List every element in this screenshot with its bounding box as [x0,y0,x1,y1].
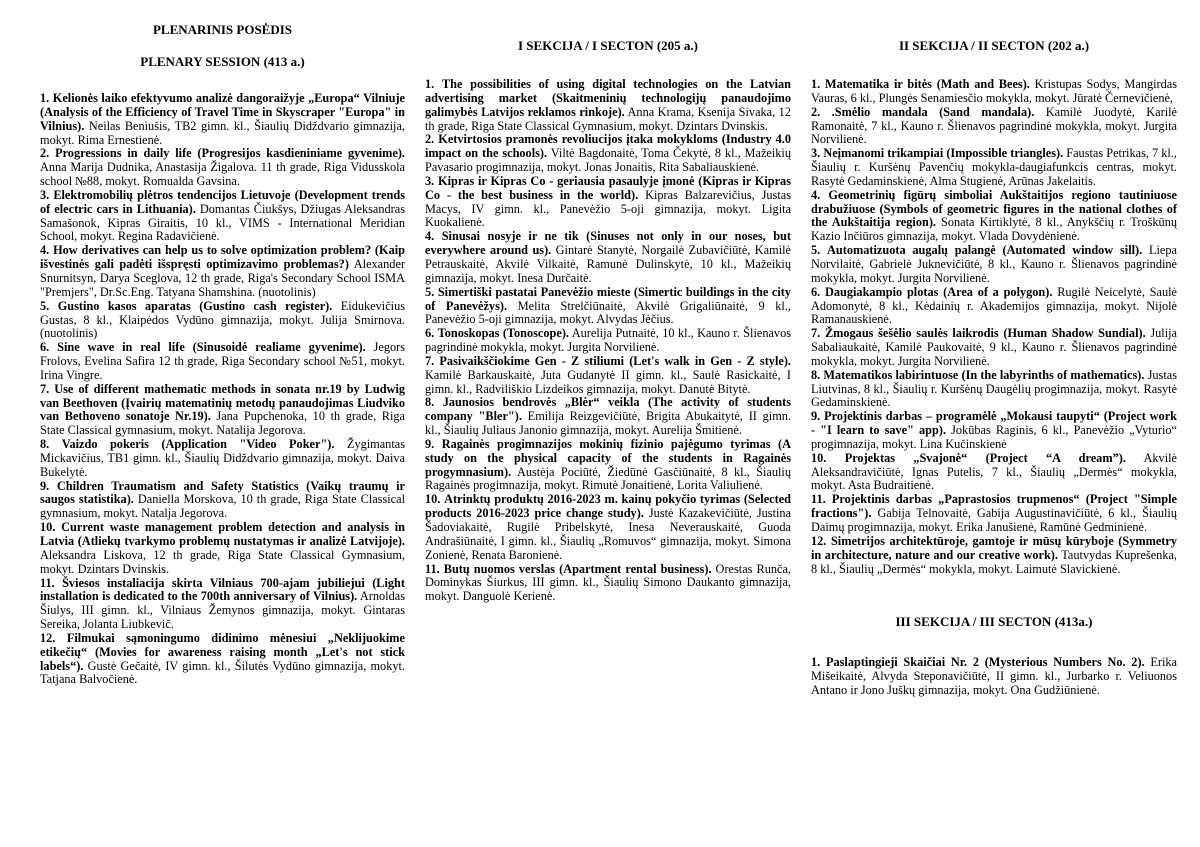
item-authors: Viltė Bagdonaitė, Toma Čekytė, 8 kl., Mažeikių Pavasario progimnazija, mokyt. Jonas Jonaitis, Rita Sabaliauskienė. [425,146,791,175]
item-number: 4. [811,187,821,202]
item-title: Current waste management problem detection and analysis in Latvia (Atliekų tvarkymo problemų nustatymas ir analizė Latvijoje). [40,520,405,548]
item-number: 6. [40,340,50,355]
list-item [40,577,405,632]
list-item [425,327,791,355]
list-item [811,369,1177,411]
item-title: Simertiški pastatai Panevėžio mieste (Simertic buildings in the city of Panevėžys). [425,284,792,313]
item-authors: Justas Liutvinas, 8 kl., Šiaulių r. Kuršėnų Daugėlių progimnazija, mokyt. Rasytė Gedaminskienė. [811,367,1177,410]
item-number: 9. [811,409,821,424]
list-item [811,535,1177,577]
item-authors: Justė Kazakevičiūtė, Justina Šadoviakaitė, Rugilė Pribelskytė, Inesa Neverauskaitė, Guoda Andrašiūnaitė, I gimn. kl., Šiaulių „Romuvos“ gimnazija, mokyt. Simona Zonienė, Renata Baronienė. [425,506,792,562]
item-title: Matematikos labirintuose (In the labyrinths of mathematics). [823,367,1145,382]
item-number: 8. [425,395,435,410]
item-title: Matematika ir bitės (Math and Bees). [825,77,1030,91]
item-title: Kipras ir Kipras Co - geriausia pasaulyje įmonė (Kipras ir Kipras Co - the best business in the world). [425,173,791,202]
plenary-heading-lt: PLENARINIS POSĖDIS [152,22,293,37]
item-title: Neįmanomi trikampiai (Impossible triangles). [823,146,1064,161]
item-authors: Rugilė Neicelytė, Saulė Adomonytė, 8 kl., Kėdainių r. Akademijos gimnazija, mokyt. Nijolė Ramanauskienė. [811,284,1177,327]
item-number: 7. [425,353,435,368]
list-item [40,632,405,687]
item-number: 8. [40,437,50,452]
item-title: Atrinktų produktų 2016-2023 m. kainų pokyčio tyrimas (Selected products 2016-2023 price change study). [425,492,792,521]
list-item [425,438,791,493]
item-number: 10. [425,492,441,507]
item-number: 9. [40,478,50,493]
list-item [425,355,791,397]
item-title: Žmogaus šešėlio saulės laikrodis (Human Shadow Sundial). [824,326,1146,341]
item-authors: Anna Krama, Ksenija Sivaka, 12 th grade, Riga State Classical Gymnasium, mokyt. Dzintars Dvinskis. [425,104,791,133]
item-authors: Erika Mišeikaitė, Alvyda Steponavičiūtė, II gimn. kl., Jurbarko r. Veliuonos Antano ir Jono Juškų gimnazija, mokyt. Ona Gudžiūnienė. [811,655,1177,698]
list-item [40,189,405,244]
plenary-column [40,22,405,687]
item-authors: Daniella Morskova, 10 th grade, Riga State Classical gymnasium, mokyt. Natalja Jegorova. [40,492,405,521]
item-number: 5. [40,298,50,313]
list-item [811,656,1177,698]
list-item [811,78,1177,106]
item-title: Vaizdo pokeris (Application "Video Poker"). [61,437,335,452]
item-number: 2. [425,132,435,147]
item-number: 5. [811,243,821,258]
item-number: 12. [811,533,827,548]
item-title: Filmukai sąmoningumo didinimo mėnesiui „Neklijuokime etikečių“ (Movies for awareness raising month „Let's not stick labels“). [40,630,405,673]
item-authors: Eidukevičius Gustas, 8 kl., Klaipėdos Vydūno gimnazija, mokyt. Julija Smirnova. (nuotolinis) [40,298,405,341]
item-number: 10. [40,520,56,535]
item-authors: Jokūbas Raginis, 6 kl., Panevėžio „Vyturio“ progimnazija, mokyt. Lina Kučinskienė [811,423,1177,451]
item-authors: Jana Pupchenoka, 10 th grade, Riga State Classical gymnasium, mokyt. Natalija Jegorova. [40,409,405,438]
item-authors: Domantas Čiukšys, Džiugas Aleksandras Samašonok, Kipras Giraitis, 10 kl., VIMS - International Meridian School, mokyt. Regina Radavičienė. [40,201,405,244]
item-title: .Smėlio mandala (Sand mandala). [831,104,1035,119]
section-1-heading: I SEKCIJA / I SECTON (205 a.) [518,38,698,53]
list-item [40,341,405,383]
list-item [425,493,791,562]
list-item [811,493,1177,535]
item-title: Ketvirtosios pramonės revoliucijos įtaka mokykloms (Industry 4.0 impact on the schools). [425,132,791,161]
item-authors: Akvilė Aleksandravičiūtė, Ignas Putelis, 7 kl., Šiaulių „Dermės“ mokykla, mokyt. Asta Budraitienė. [811,450,1177,493]
item-authors: Kristupas Sodys, Mangirdas Vauras, 6 kl., Plungės Senamiesčio mokykla, mokyt. Jūratė Černevičienė, [811,77,1178,105]
item-number: 3. [40,187,50,202]
item-authors: Kipras Balzarevičius, Justas Macys, IV gimn. kl., Panevėžio 5-oji gimnazija, mokyt. Ligita Kuokalienė. [425,187,791,230]
list-item [40,480,405,522]
list-item [425,133,791,175]
list-item [425,286,791,328]
list-item [40,244,405,299]
list-item [811,452,1177,494]
section-2-list [811,78,1177,576]
list-item [811,410,1177,452]
item-title: Jaunosios bendrovės „Blėr“ veikla (The activity of students company "Bler"). [425,395,791,424]
item-authors: Gabija Telnovaitė, Gabija Augustinavičiūtė, 6 kl., Šiaulių Daimų progimnazija, mokyt. Erika Janušienė, Ramūnė Gedminienė. [811,506,1177,534]
item-number: 8. [811,367,821,382]
item-authors: Jegors Frolovs, Evelina Safira 12 th grade, Riga Secondary school №51, mokyt. Irina Vingre. [40,340,405,382]
item-authors: Gintarė Stanytė, Norgailė Zubavičiūtė, Kamilė Petrauskaitė, Akvilė Vilkaitė, Ramunė Dulinskytė, 10 kl., Mažeikių gimnazija, mokyt. Inesa Durčaitė. [425,243,791,285]
item-number: 5. [425,284,435,299]
item-title: Projektas „Svajonė“ (Project “A dream”). [844,450,1126,465]
item-authors: Arnoldas Šiulys, III gimn. kl., Vilniaus Žemynos gimnazija, mokyt. Gintaras Sereika, Jolanta Liubkevič. [40,589,405,632]
list-item [40,521,405,576]
item-authors: Kamilė Barkauskaitė, Juta Gudanytė II gimn. kl., Saulė Rasickaitė, I gimn. kl., Radviliškio Lizdeikos gimnazija, mokyt. Danutė Bitytė. [425,367,791,396]
item-title: Geometrinių figūrų simboliai Aukštaitijos regiono tautiniuose drabužiuose (Symbols of geometric figures in the national clothes of the Aukštaitija region). [811,187,1178,230]
item-number: 2. [40,146,50,161]
item-title: Tonoskopas (Tonoscope). [437,326,569,341]
item-authors: Austėja Pociūtė, Žiedūnė Gasčiūnaitė, 8 kl., Šiaulių Ragainės progimnazija, mokyt. Rimutė Jonaitienė, Lorita Valiulienė. [425,464,791,493]
item-title: How derivatives can help us to solve optimization problem? (Kaip išvestinės gali padėti išspręsti optimizavimo problemas?) [40,243,405,272]
item-authors: Liepa Norvilaitė, Gabrielė Juknevičiūtė, 8 kl., Kauno r. Šlienavos pagrindinė mokykla, mokyt. Jurgita Norvilienė. [811,243,1177,285]
item-title: Projektinis darbas – programėlė „Mokausi taupyti“ (Project work - "I learn to save" app). [811,409,1177,438]
item-authors: Sonata Kirtiklytė, 8 kl., Anykščių r. Troškūnų Kazio Inčiūros gimnazija, mokyt. Vlada Dovydėnienė. [811,215,1177,244]
item-authors: Melita Strelčiūnaitė, Akvilė Grigaliūnaitė, 9 kl., Panevėžio 5-oji gimnazija, mokyt. Alvydas Jėčius. [425,298,791,327]
item-number: 4. [40,243,50,258]
list-item [425,396,791,438]
item-number: 4. [425,229,435,244]
section-3-heading: III SEKCIJA / III SECTON (413a.) [895,614,1093,630]
item-title: Ragainės progimnazijos mokinių fizinio pajėgumo tyrimas (A study on the physical capacity of the students in Ragainės progymnasium). [425,436,792,479]
item-number: 6. [425,326,435,341]
item-number: 9. [425,436,435,451]
item-number: 11. [811,492,826,507]
item-number: 1. [811,655,821,670]
item-title: Pasivaikščiokime Gen - Z stiliumi (Let's walk in Gen - Z style). [439,353,791,368]
list-item [425,563,791,605]
list-item [425,230,791,285]
item-title: Šviesos instaliacija skirta Vilniaus 700-ajam jubiliejui (Light installation is dedicated to the 700th anniversary of Vilnius). [40,575,405,604]
item-title: Use of different mathematic methods in sonata nr.19 by Ludwig van Beethoven (Įvairių matematinių metodų panaudojimas Liudviko van Bethoveno sonatoje Nr.19). [40,381,406,424]
plenary-heading-en: PLENARY SESSION (413 a.) [140,54,305,69]
section-2-heading: II SEKCIJA / II SECTON (202 a.) [898,38,1090,53]
item-title: Sine wave in real life (Sinusoidė realiame gyvenime). [57,340,366,355]
item-authors: Emilija Reizgevičiūtė, Brigita Abukaitytė, II gimn. kl., Šiaulių Juliaus Janonio gimnazija, mokyt. Aurelija Šmitienė. [425,409,791,438]
item-authors: Julija Sabaliaukaitė, Kamilė Paukovaitė, 9 kl., Kauno r. Šlienavos pagrindinė mokykla, mokyt. Jurgita Norvilienė. [811,326,1178,368]
item-number: 2. [811,104,821,119]
item-title: Paslaptingieji Skaičiai Nr. 2 (Mysterious Numbers No. 2). [825,655,1145,670]
list-item [425,78,791,133]
section-1-list [425,78,791,604]
item-authors: Kamilė Juodytė, Karilė Ramonaitė, 7 kl., Kauno r. Šlienavos pagrindinė mokykla, mokyt. Jurgita Norvilienė. [811,104,1177,147]
item-number: 1. [40,91,50,105]
item-number: 3. [425,173,435,188]
item-title: Projektinis darbas „Paprastosios trupmenos“ (Project "Simple fractions"). [811,492,1177,521]
section-3-list [811,656,1177,698]
list-item [40,383,405,438]
list-item [811,147,1177,189]
list-item [40,147,405,189]
item-authors: Orestas Runča, Dominykas Šiurkus, III gimn. kl., Šiaulių Simono Daukanto gimnazija, mokyt. Danguolė Kerienė. [425,561,791,604]
list-item [811,189,1177,244]
item-number: 1. [425,77,435,91]
item-number: 11. [40,575,55,590]
item-number: 1. [811,77,821,91]
item-authors: Alexander Snurnitsyn, Darya Sceglova, 12 th grade, Riga's Secondary School ISMA "Premjers", Dr.Sc.Eng. Tatyana Shamshina. (nuotolinis) [40,257,405,299]
list-item [40,300,405,342]
item-number: 6. [811,284,821,299]
item-title: Automatizuota augalų palangė (Automated window sill). [827,243,1143,258]
item-number: 10. [811,450,827,465]
item-number: 12. [40,630,56,645]
item-authors: Žygimantas Mickavičius, TB1 gimn. kl., Šiaulių Didždvario gimnazija, mokyt. Daiva Bukelytė. [40,437,405,479]
section-2-column [811,22,1177,698]
list-item [40,92,405,147]
item-title: Progressions in daily life (Progresijos kasdieniniame gyvenime). [55,146,406,161]
item-title: Daugiakampio plotas (Area of a polygon). [824,284,1053,299]
item-number: 7. [811,326,821,341]
plenary-list [40,92,405,687]
list-item [811,244,1177,286]
item-authors: Aurelija Putnaitė, 10 kl., Kauno r. Šlienavos pagrindinė mokykla, mokyt. Jurgita Norvilienė. [425,326,792,355]
list-item [425,175,791,230]
item-authors: Faustas Petrikas, 7 kl., Šiaulių r. Kuršėnų Pavenčių mokykla-daugiafunkcis centras, mokyt. Rasytė Gedaminskienė, Alma Stugienė, Arūnas Jakelaitis. [811,146,1177,188]
item-title: The possibilities of using digital technologies on the Latvian advertising market (Skaitmeninių technologijų panaudojimo galimybės Latvijos reklamos rinkoje). [425,77,792,119]
section-1-column [425,22,791,604]
item-authors: Aleksandra Liskova, 12 th grade, Riga State Classical Gymnasium, mokyt. Dzintars Dvinskis. [40,547,405,576]
item-number: 7. [40,381,50,396]
item-title: Simetrijos architektūroje, gamtoje ir mūsų kūryboje (Symmetry in architecture, nature and our creative work). [811,533,1177,562]
list-item [811,327,1177,369]
item-authors: Anna Marija Dudnika, Anastasija Žigalova. 11 th grade, Riga Vidusskola school №88, mokyt. Romualda Gavsina. [40,160,405,189]
item-authors: Neilas Beniušis, TB2 gimn. kl., Šiaulių Didždvario gimnazija, mokyt. Rima Ernestienė. [40,118,405,147]
item-authors: Tautvydas Kuprešenka, 8 kl., Šiaulių „Dermės“ mokykla, mokyt. Laimutė Slavickienė. [811,547,1177,576]
item-number: 11. [425,561,440,576]
item-title: Children Traumatism and Safety Statistics (Vaikų traumų ir saugos statistika). [40,478,406,507]
item-title: Gustino kasos aparatas (Gustino cash register). [57,298,333,313]
item-title: Sinusai nosyje ir ne tik (Sinuses not only in our noses, but everywhere around us). [425,229,791,258]
item-title: Kelionės laiko efektyvumo analizė dangoraižyje „Europa“ Vilniuje (Analysis of the Efficiency of Travel Time in Skyscraper "Europa" in Vilnius). [40,91,405,133]
list-item [811,106,1177,148]
list-item [811,286,1177,328]
list-item [40,438,405,480]
item-title: Butų nuomos verslas (Apartment rental business). [443,561,712,576]
item-authors: Gustė Gečaitė, IV gimn. kl., Šilutės Vydūno gimnazija, mokyt. Tatjana Balvočienė. [40,658,405,687]
item-title: Elektromobilių plėtros tendencijos Lietuvoje (Development trends of electric cars in Lithuania). [40,187,405,216]
item-number: 3. [811,146,821,161]
